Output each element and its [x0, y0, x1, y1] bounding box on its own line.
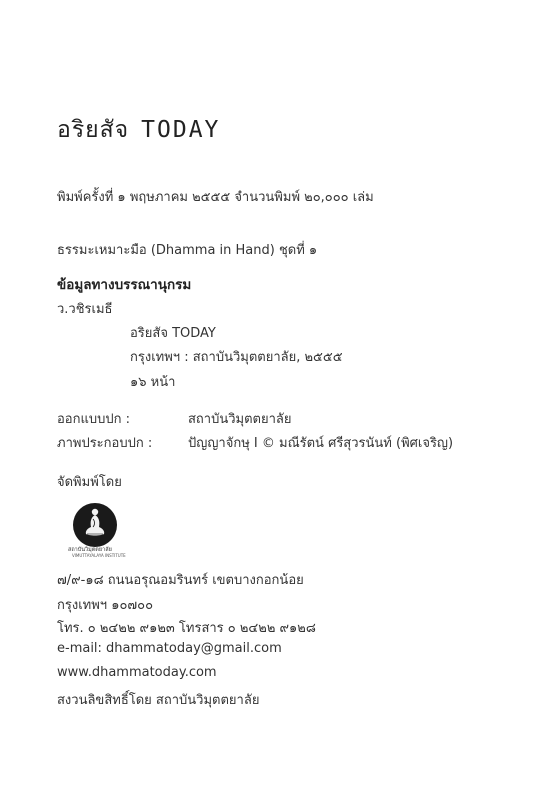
print-info: พิมพ์ครั้งที่ ๑ พฤษภาคม ๒๕๕๕ จำนวนพิมพ์ ๒๐,๐๐๐ เล่ม [57, 190, 374, 205]
address-phone: โทร. ๐ ๒๔๒๒ ๙๑๒๓ โทรสาร ๐ ๒๔๒๒ ๙๑๒๘ [57, 621, 316, 636]
address-street: ๗/๙-๑๘ ถนนอรุณอมรินทร์ เขตบางกอกน้อย [57, 573, 304, 588]
series-info: ธรรมะเหมาะมือ (Dhamma in Hand) ชุดที่ ๑ [57, 243, 318, 258]
address-email: e-mail: dhammatoday@gmail.com [57, 641, 282, 656]
catalog-heading: ข้อมูลทางบรรณานุกรม [57, 277, 192, 293]
printed-by-label: จัดพิมพ์โดย [57, 475, 122, 490]
copyright-notice: สงวนลิขสิทธิ์โดย สถาบันวิมุตตยาลัย [57, 693, 260, 708]
logo-caption: สถาบันวิมุตตยาลัย [68, 547, 112, 553]
catalog-author: ว.วชิรเมธี [57, 302, 113, 317]
catalog-pages: ๑๖ หน้า [130, 375, 176, 390]
meditating-figure-logo-icon [69, 501, 121, 551]
book-title-thai: อริยสัจ [57, 117, 130, 143]
logo-subcaption: VIMUTTAYALAYA INSTITUTE [72, 553, 126, 558]
cover-design-label: ออกแบบปก : [57, 412, 131, 427]
catalog-book-title: อริยสัจ TODAY [130, 326, 216, 341]
book-title [57, 112, 220, 148]
book-title-english: TODAY [141, 117, 221, 143]
address-website: www.dhammatoday.com [57, 665, 217, 680]
catalog-publication: กรุงเทพฯ : สถาบันวิมุตตยาลัย, ๒๕๕๕ [130, 350, 343, 365]
cover-image-value: ปัญญาจักษุ I © มณีรัตน์ ศรีสุวรนันท์ (พิศเจริญ) [188, 436, 454, 451]
address-city: กรุงเทพฯ ๑๐๗๐๐ [57, 598, 154, 613]
cover-image-label: ภาพประกอบปก : [57, 436, 153, 451]
cover-design-value: สถาบันวิมุตตยาลัย [188, 412, 292, 427]
